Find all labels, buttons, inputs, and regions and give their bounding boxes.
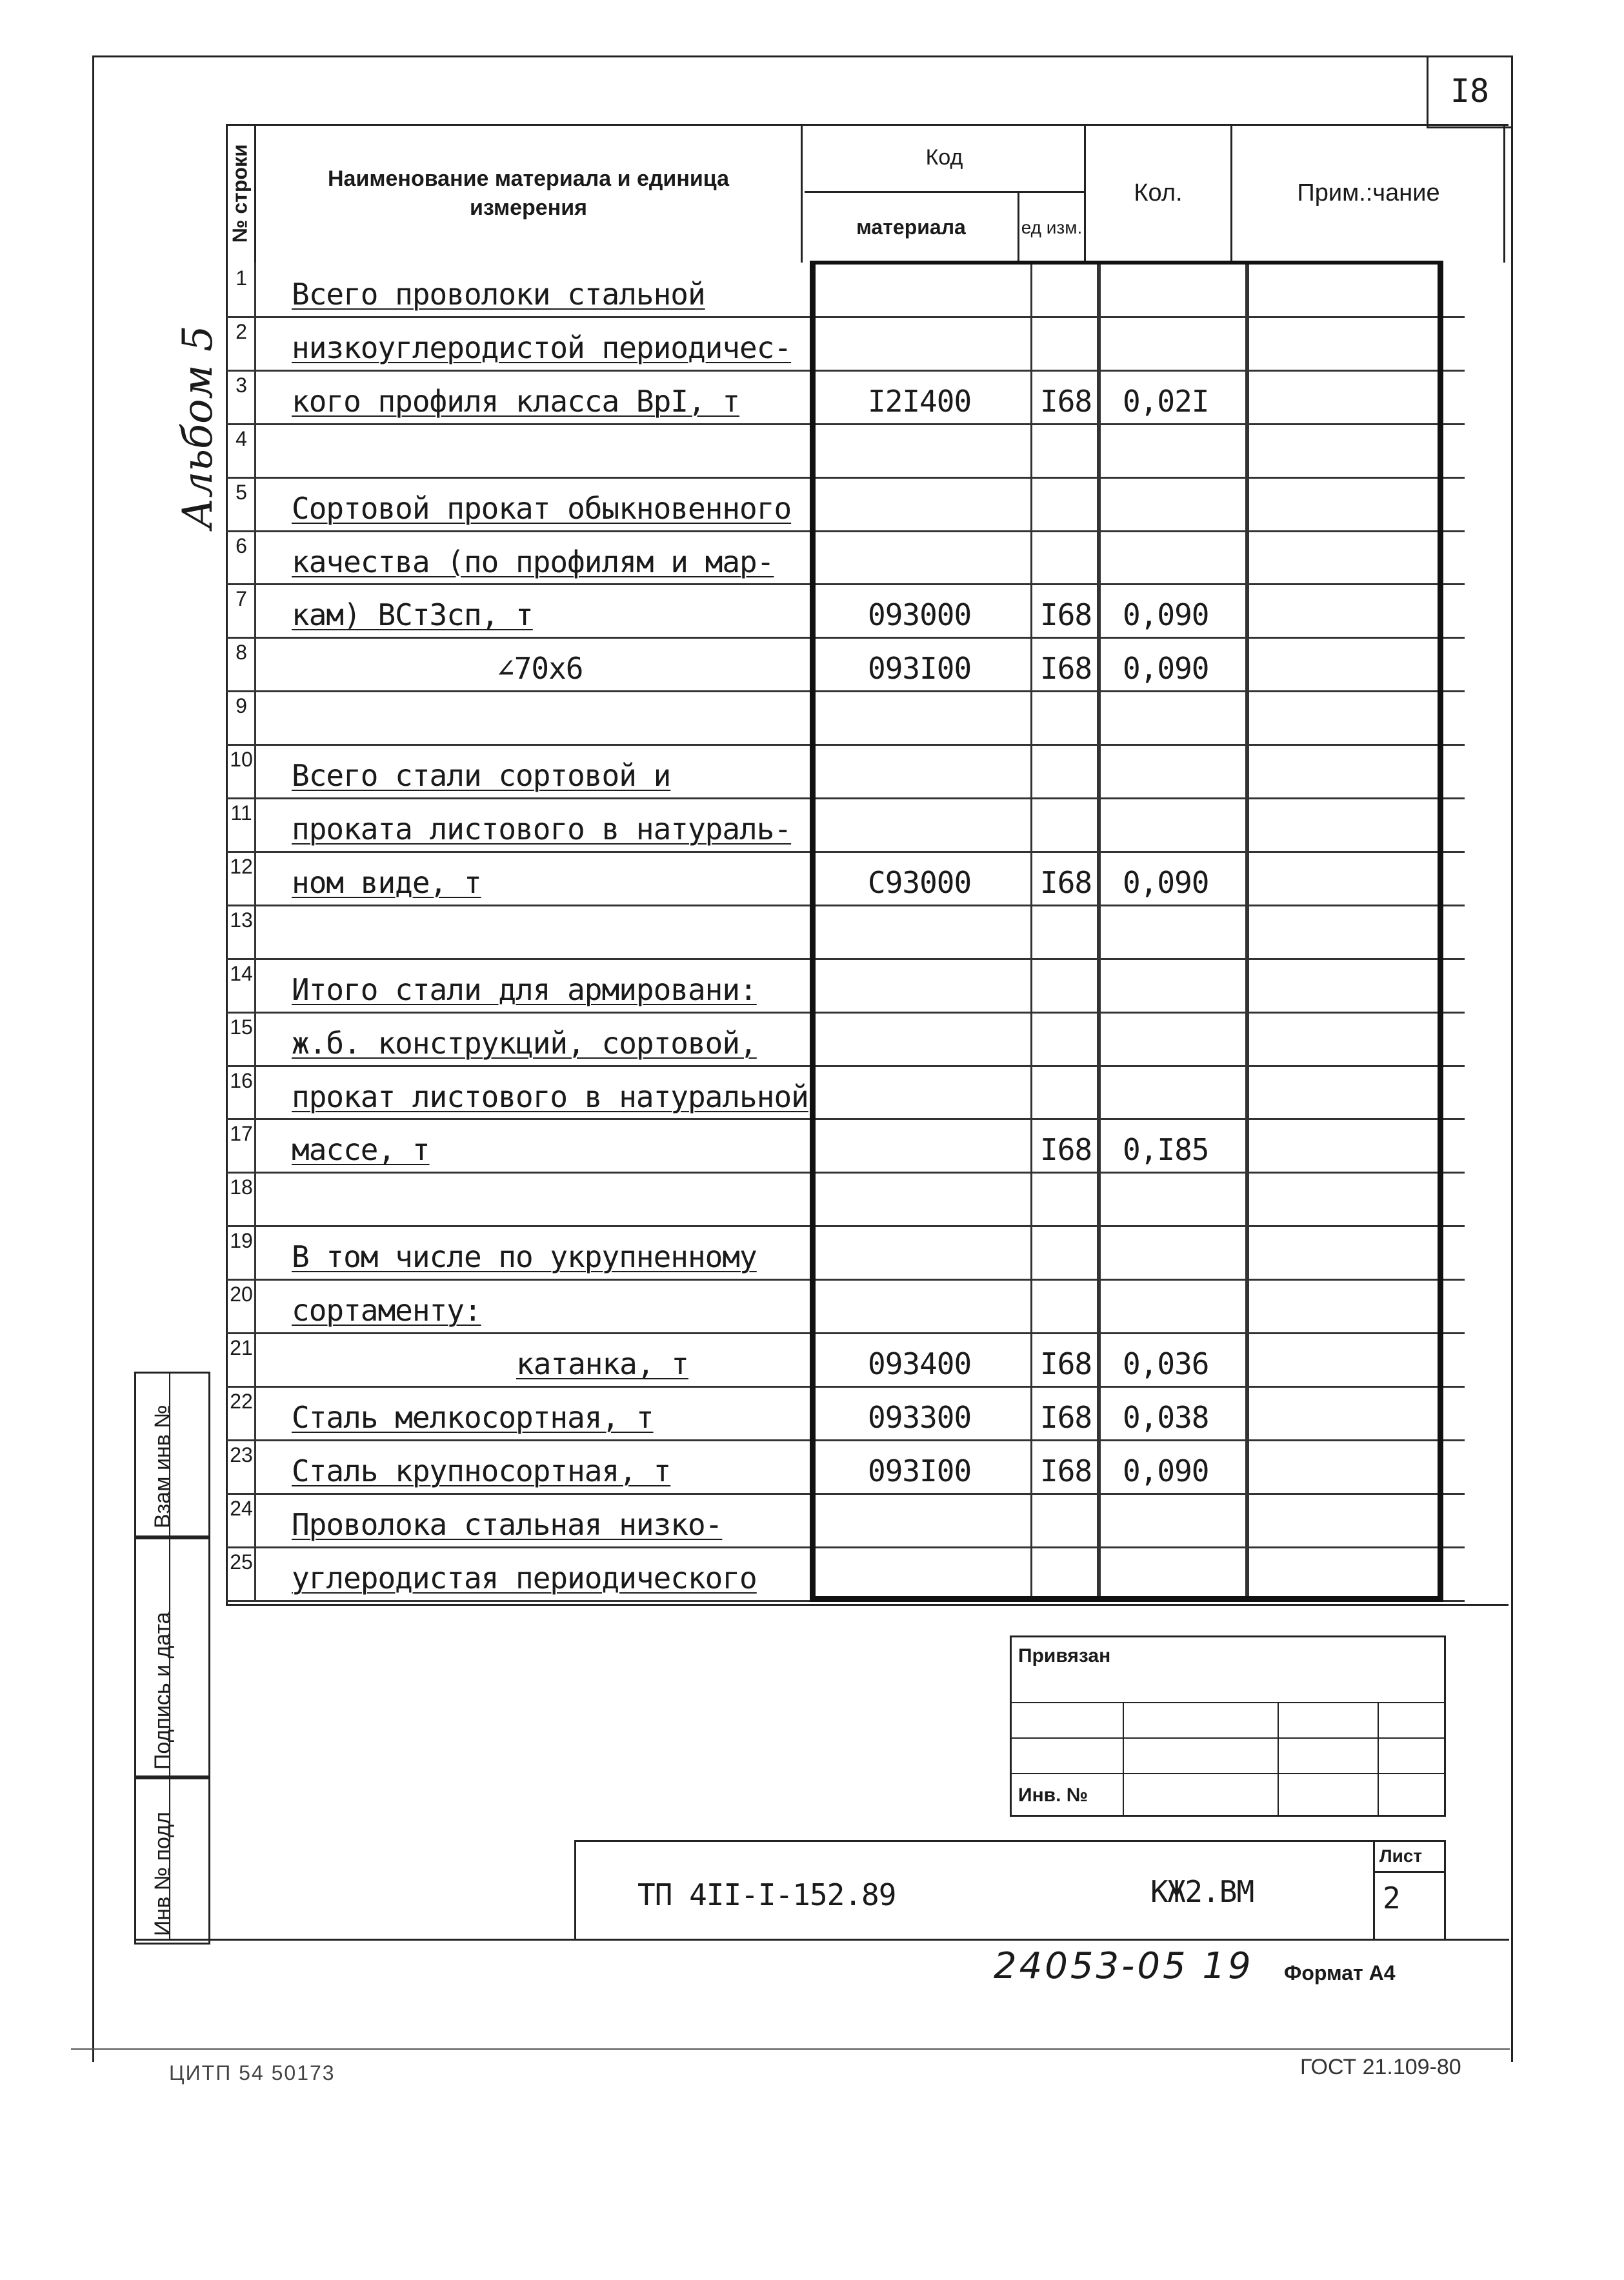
row-line [226,1012,1465,1014]
format-label: Формат А4 [1284,1961,1396,1985]
row-number: 9 [236,694,247,718]
row-number: 14 [230,961,253,985]
title-block [574,1840,1446,1941]
col-line-note [1245,263,1249,1602]
row-number: 22 [230,1389,253,1413]
row-line [226,1386,1465,1388]
inv-no-label: Инв. № [1018,1785,1088,1806]
unit-code: I68 [1040,1399,1092,1435]
row-number: 13 [230,908,253,932]
unit-code: I68 [1040,383,1092,419]
material-name: углеродистая периодического [292,1560,757,1595]
row-line [226,851,1465,853]
material-code: 093I00 [868,1453,972,1488]
row-line [226,1332,1465,1334]
row-number: 4 [236,426,247,450]
table-bottom-heavy [810,1596,1443,1602]
row-line [226,370,1465,372]
row-line [226,1493,1465,1495]
unit-code: I68 [1040,1132,1092,1168]
row-line [226,1439,1465,1441]
header-qty: Кол. [1086,124,1232,263]
row-line [226,1118,1465,1120]
quantity: 0,038 [1123,1399,1209,1435]
row-line [226,1172,1465,1174]
col-line-unit [1030,263,1032,1602]
privyazan-label: Привязан [1018,1645,1111,1666]
gost-label: ГОСТ 21.109-80 [1300,2055,1461,2079]
material-name: Сталь мелкосортная, т [292,1399,654,1435]
material-name: кам) ВСт3сп, т [292,597,533,633]
material-name: Всего проволоки стальной [292,277,705,312]
row-number: 2 [236,319,247,343]
material-name: качества (по профилям и мар- [292,544,774,579]
material-name: кого профиля класса ВрI, т [292,383,740,419]
material-name: сортаменту: [292,1293,481,1328]
material-name: массе, т [292,1132,430,1168]
material-name: ∠70х6 [497,651,583,686]
row-number: 24 [230,1496,253,1520]
row-number: 20 [230,1283,253,1306]
quantity: 0,036 [1123,1346,1209,1381]
row-line [226,1225,1465,1227]
list-label: Лист [1379,1846,1423,1866]
side-stamp-inv [134,1775,210,1945]
quantity: 0,090 [1123,597,1209,633]
row-line [226,797,1465,799]
row-number: 25 [230,1550,253,1574]
row-line [226,316,1465,318]
material-code: 093000 [868,597,972,633]
row-number: 12 [230,854,253,878]
material-code: 093300 [868,1399,972,1435]
header-code-unit: ед изм. [1019,193,1086,263]
unit-code: I68 [1040,651,1092,686]
material-name: низкоуглеродистой периодичес- [292,330,792,365]
col-line-qty [1097,263,1101,1602]
side-label-vzam: Взам инв № [150,1405,175,1528]
quantity: 0,02I [1123,383,1209,419]
quantity: 0,I85 [1123,1132,1209,1168]
header-code-material: материала [805,193,1019,263]
material-code: 093400 [868,1346,972,1381]
col-line-right [1438,261,1443,1602]
col-line-code [810,261,816,1602]
handwritten-number: 24053-05 19 [994,1945,1254,1987]
header-note: Прим.:чание [1297,179,1440,206]
side-stamp-vzam [134,1372,210,1539]
table-header [226,124,1507,263]
material-code: 093I00 [868,651,972,686]
row-number: 18 [230,1175,253,1199]
sheet-number: I8 [1427,55,1511,128]
material-name: катанка, т [516,1346,688,1381]
table-top-heavy [810,261,1443,265]
header-name: Наименование материала и единица измерения [256,124,803,263]
material-name: прокат листового в натуральной [292,1079,808,1114]
material-name: Сталь крупносортная, т [292,1453,671,1488]
unit-code: I68 [1040,1346,1092,1381]
row-number: 3 [236,373,247,397]
doc-code: ТП 4II-I-152.89 [637,1877,896,1912]
row-number: 5 [236,480,247,504]
side-label-inv: Инв № подл [150,1812,175,1936]
row-line [226,477,1465,479]
quantity: 0,090 [1123,1453,1209,1488]
row-number: 23 [230,1443,253,1466]
row-number: 6 [236,534,247,557]
row-line [226,1546,1465,1548]
material-name: Сортовой прокат обыкновенного [292,490,792,526]
header-row-no: № строки [226,124,256,263]
row-line [226,744,1465,746]
row-number: 10 [230,748,253,772]
left-code: ЦИТП 54 50173 [169,2061,336,2085]
material-name: В том числе по укрупненному [292,1239,757,1275]
unit-code: I68 [1040,1453,1092,1488]
header-code-group: Код [805,124,1086,193]
list-value: 2 [1383,1881,1400,1915]
row-number: 21 [230,1336,253,1359]
row-line [226,1065,1465,1067]
unit-code: I68 [1040,865,1092,900]
row-line [226,1279,1465,1281]
bottom-rule [71,2048,1510,2050]
quantity: 0,090 [1123,651,1209,686]
doc-mark: КЖ2.ВМ [1150,1874,1254,1909]
material-name: проката листового в натураль- [292,812,792,846]
row-number: 8 [236,641,247,665]
material-code: С93000 [868,865,972,900]
side-divider [169,1372,170,1941]
row-line [226,958,1465,960]
row-line [226,423,1465,425]
material-name: ж.б. конструкций, сортовой, [292,1025,757,1061]
row-line [226,905,1465,906]
side-label-podpis: Подпись и дата [150,1612,175,1770]
row-number: 15 [230,1015,253,1039]
material-code: I2I400 [868,383,972,419]
row-number: 17 [230,1122,253,1146]
row-line [226,637,1465,639]
side-stamp-podpis [134,1535,210,1779]
row-line [226,583,1465,585]
row-line [226,530,1465,532]
material-name: ном виде, т [292,865,481,900]
row-number: 11 [230,801,252,825]
row-number: 19 [230,1229,253,1253]
row-number: 7 [236,587,247,611]
row-number: 1 [236,266,247,290]
album-label: Альбом 5 [174,325,222,529]
row-line [226,690,1465,692]
privyazan-box [1010,1635,1446,1817]
material-name: Всего стали сортовой и [292,758,671,794]
quantity: 0,090 [1123,865,1209,900]
material-name: Проволока стальная низко- [292,1506,723,1542]
material-name: Итого стали для армировани: [292,972,757,1007]
row-number: 16 [230,1068,253,1092]
unit-code: I68 [1040,597,1092,633]
